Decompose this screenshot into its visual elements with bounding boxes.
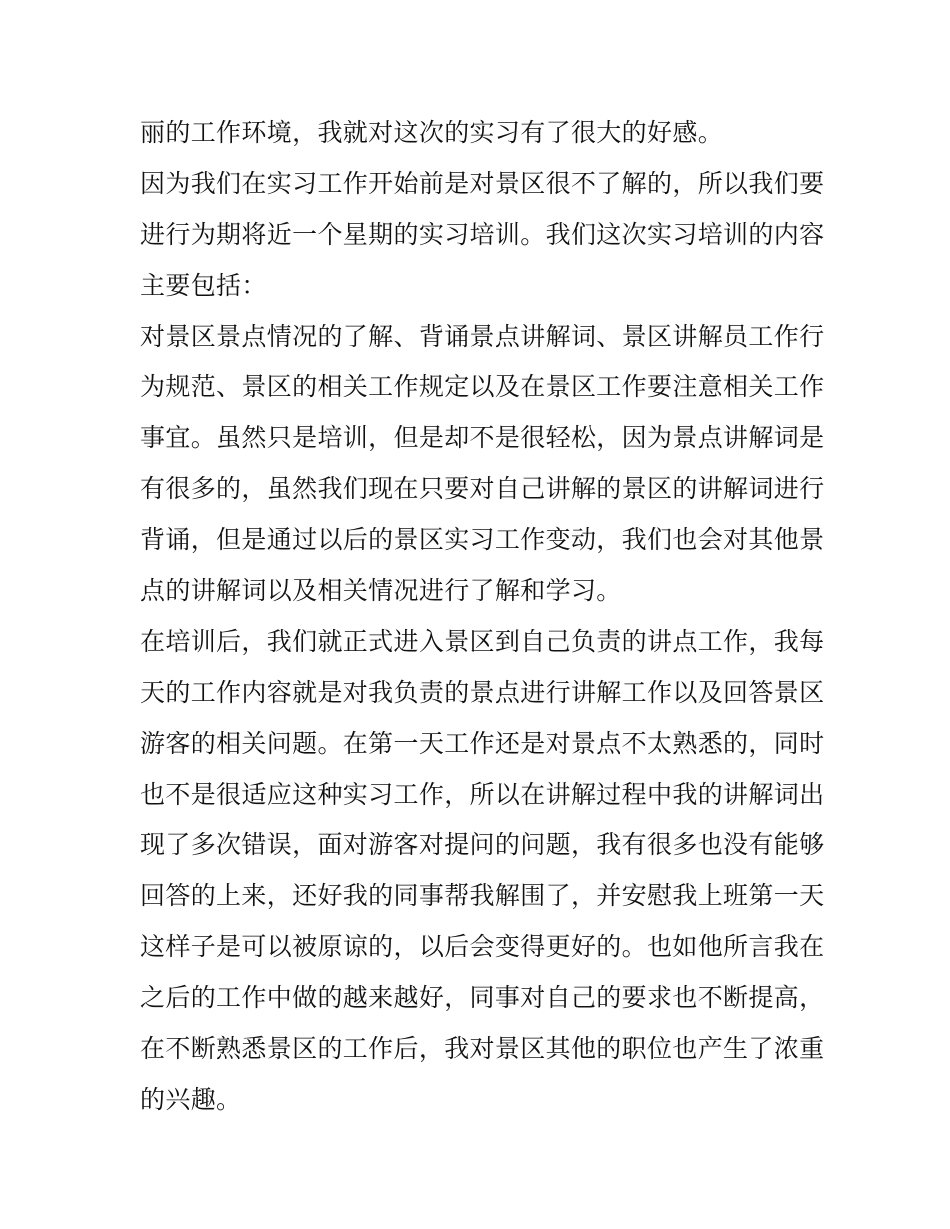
text-line-11: 在培训后，我们就正式进入景区到自己负责的讲点工作，我每 xyxy=(140,626,825,656)
text-line-16: 回答的上来，还好我的同事帮我解围了，并安慰我上班第一天 xyxy=(140,881,825,911)
text-line-10: 点的讲解词以及相关情况进行了解和学习。 xyxy=(140,576,622,606)
text-line-15: 现了多次错误，面对游客对提问的问题，我有很多也没有能够 xyxy=(140,830,825,860)
text-line-13: 游客的相关问题。在第一天工作还是对景点不太熟悉的，同时 xyxy=(140,728,825,758)
text-line-18: 之后的工作中做的越来越好，同事对自己的要求也不断提高， xyxy=(140,983,825,1013)
text-line-2: 因为我们在实习工作开始前是对景区很不了解的，所以我们要 xyxy=(140,168,825,198)
text-line-7: 事宜。虽然只是培训，但是却不是很轻松，因为景点讲解词是 xyxy=(140,423,825,453)
text-line-14: 也不是很适应这种实习工作，所以在讲解过程中我的讲解词出 xyxy=(140,779,825,809)
text-line-8: 有很多的，虽然我们现在只要对自己讲解的景区的讲解词进行 xyxy=(140,474,825,504)
text-line-19: 在不断熟悉景区的工作后，我对景区其他的职位也产生了浓重 xyxy=(140,1034,825,1064)
text-line-5: 对景区景点情况的了解、背诵景点讲解词、景区讲解员工作行 xyxy=(140,321,825,351)
text-line-20: 的兴趣。 xyxy=(140,1084,242,1114)
text-line-6: 为规范、景区的相关工作规定以及在景区工作要注意相关工作 xyxy=(140,372,825,402)
text-line-3: 进行为期将近一个星期的实习培训。我们这次实习培训的内容 xyxy=(140,219,825,249)
text-line-17: 这样子是可以被原谅的，以后会变得更好的。也如他所言我在 xyxy=(140,932,825,962)
text-line-1: 丽的工作环境，我就对这次的实习有了很大的好感。 xyxy=(140,118,724,147)
text-line-12: 天的工作内容就是对我负责的景点进行讲解工作以及回答景区 xyxy=(140,677,825,707)
body-text xyxy=(140,108,825,1126)
text-line-9: 背诵，但是通过以后的景区实习工作变动，我们也会对其他景 xyxy=(140,525,825,555)
text-line-4: 主要包括： xyxy=(140,270,267,300)
